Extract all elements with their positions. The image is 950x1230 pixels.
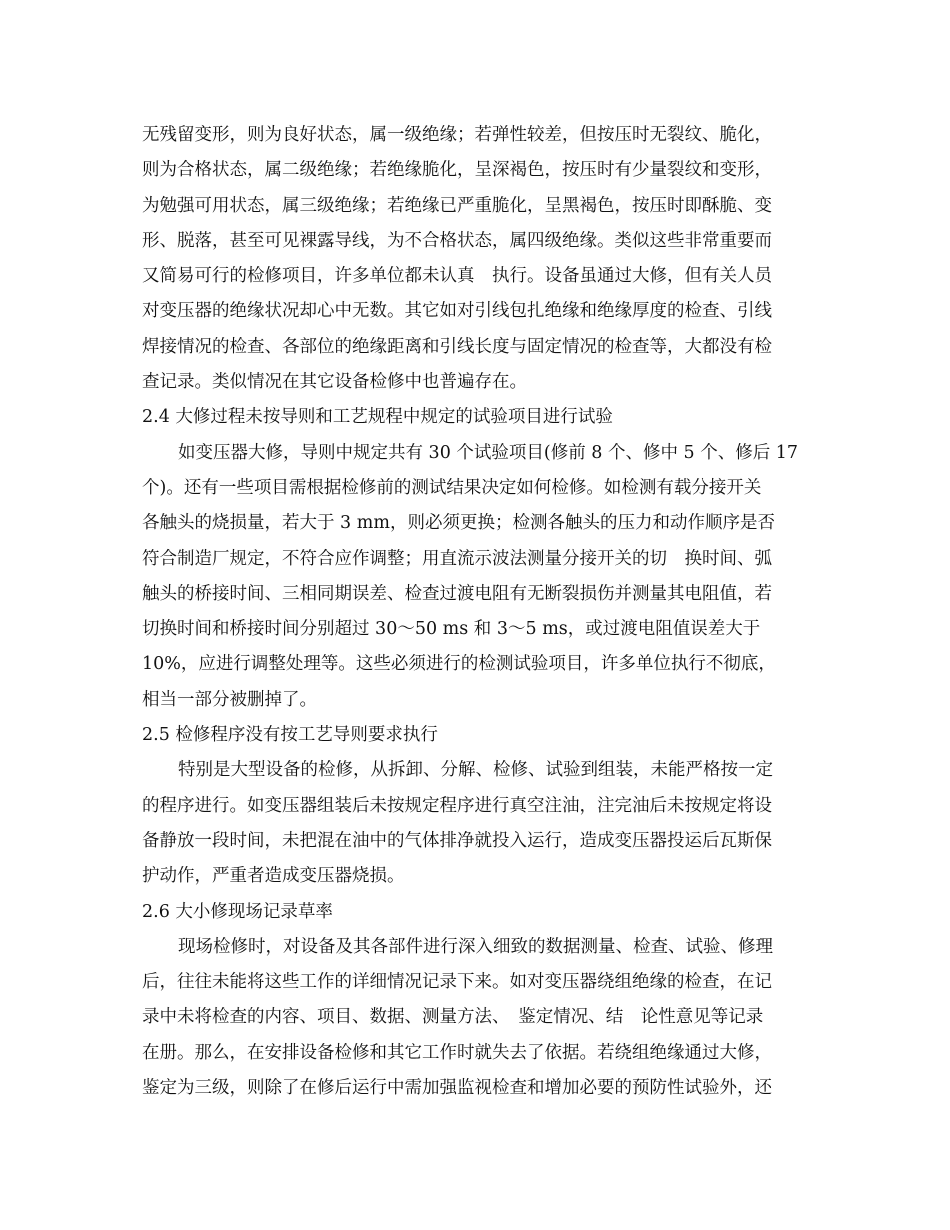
paragraph-line: 切换时间和桥接时间分别超过 30～50 ms 和 3～5 ms，或过渡电阻值误差大于: [142, 619, 761, 640]
paragraph-line: 鉴定为三级，则除了在修后运行中需加强监视检查和增加必要的预防性试验外，还: [142, 1078, 772, 1099]
paragraph-line: 为勉强可用状态，属三级绝缘；若绝缘已严重脆化，呈黑褐色，按压时即酥脆、变: [142, 195, 772, 216]
paragraph-line: 护动作，严重者造成变压器烧损。: [142, 866, 405, 887]
paragraph-line: 如变压器大修，导则中规定共有 30 个试验项目(修前 8 个、修中 5 个、修后 17: [178, 442, 799, 463]
paragraph-line: 个)。还有一些项目需根据检修前的测试结果决定如何检修。如检测有载分接开关: [142, 477, 762, 498]
paragraph-line: 的程序进行。如变压器组装后未按规定程序进行真空注油，注完油后未按规定将设: [142, 795, 772, 816]
section-heading: 2.6 大小修现场记录草率: [142, 901, 333, 922]
section-heading: 2.4 大修过程未按导则和工艺规程中规定的试验项目进行试验: [142, 407, 613, 428]
paragraph-line: 现场检修时，对设备及其各部件进行深入细致的数据测量、检查、试验、修理: [178, 936, 773, 957]
paragraph-line: 符合制造厂规定，不符合应作调整；用直流示波法测量分接开关的切 换时间、弧: [142, 548, 772, 569]
paragraph-line: 触头的桥接时间、三相同期误差、检查过渡电阻有无断裂损伤并测量其电阻值，若: [142, 583, 772, 604]
paragraph-line: 形、脱落，甚至可见裸露导线，为不合格状态，属四级绝缘。类似这些非常重要而: [142, 230, 772, 251]
paragraph-line: 对变压器的绝缘状况却心中无数。其它如对引线包扎绝缘和绝缘厚度的检查、引线: [142, 301, 772, 322]
paragraph-line: 焊接情况的检查、各部位的绝缘距离和引线长度与固定情况的检查等，大都没有检: [142, 336, 772, 357]
paragraph-line: 无残留变形，则为良好状态，属一级绝缘；若弹性较差，但按压时无裂纹、脆化，: [142, 125, 772, 145]
paragraph-line: 相当一部分被删掉了。: [142, 689, 317, 710]
document-body: [142, 118, 822, 1106]
paragraph-line: 录中未将检查的内容、项目、数据、测量方法、 鉴定情况、结 论性意见等记录: [142, 1007, 764, 1028]
paragraph-line: 10%，应进行调整处理等。这些必须进行的检测试验项目，许多单位执行不彻底，: [142, 654, 776, 675]
paragraph-line: 在册。那么，在安排设备检修和其它工作时就失去了依据。若绕组绝缘通过大修，: [142, 1042, 772, 1063]
paragraph-line: 后，往往未能将这些工作的详细情况记录下来。如对变压器绕组绝缘的检查，在记: [142, 972, 772, 993]
paragraph-line: 各触头的烧损量，若大于 3 mm，则必须更换；检测各触头的压力和动作顺序是否: [142, 513, 775, 534]
paragraph-line: 特别是大型设备的检修，从拆卸、分解、检修、试验到组装，未能严格按一定: [178, 760, 773, 781]
paragraph-line: 又简易可行的检修项目，许多单位都未认真 执行。设备虽通过大修，但有关人员: [142, 266, 772, 287]
paragraph-line: 备静放一段时间，未把混在油中的气体排净就投入运行，造成变压器投运后瓦斯保: [142, 830, 772, 851]
paragraph-line: 查记录。类似情况在其它设备检修中也普遍存在。: [142, 372, 527, 393]
paragraph-line: 则为合格状态，属二级绝缘；若绝缘脆化，呈深褐色，按压时有少量裂纹和变形，: [142, 160, 772, 181]
section-heading: 2.5 检修程序没有按工艺导则要求执行: [142, 725, 438, 746]
